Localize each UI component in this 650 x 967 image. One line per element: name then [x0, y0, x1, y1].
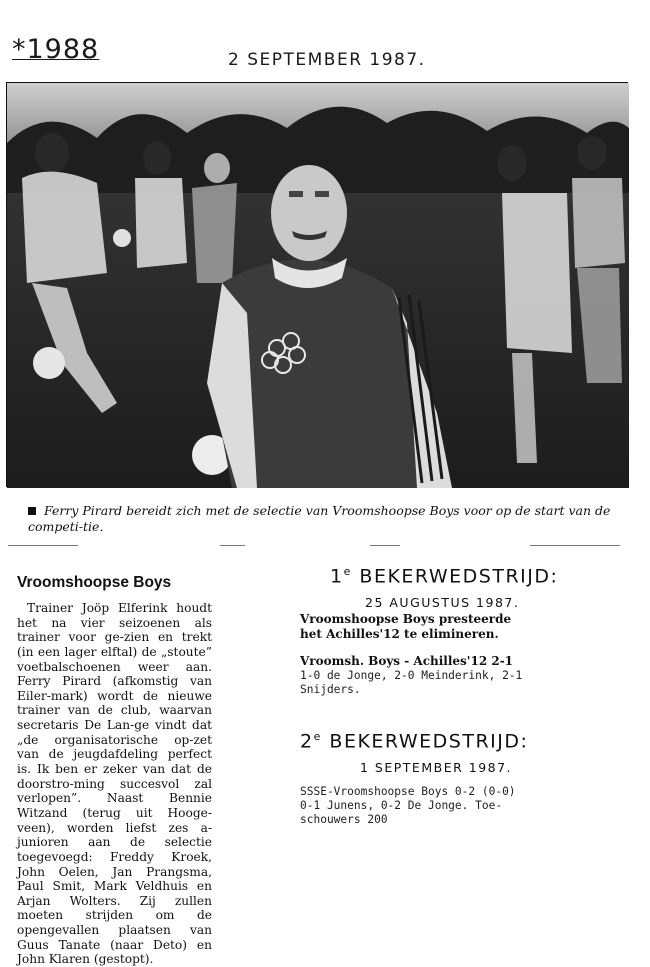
match-1-result: Vroomsh. Boys - Achilles'12 2-1	[300, 654, 514, 669]
team-photo-illustration	[7, 83, 629, 488]
divider	[220, 545, 245, 546]
match-2-block	[300, 730, 630, 827]
match-1-note-line-2: het Achilles'12 te elimineren.	[300, 627, 499, 642]
divider	[370, 545, 400, 546]
archive-reference: *1988	[12, 34, 100, 65]
team-photo	[6, 82, 628, 487]
caption-text: Ferry Pirard bereidt zich met de selectie van Vroomshoopse Boys voor op de start van de competi-tie.	[28, 503, 611, 534]
publication-date: 2 SEPTEMBER 1987.	[228, 50, 426, 70]
match-2-goals: 0-1 Junens, 0-2 De Jonge. Toe-schouwers 200	[300, 799, 503, 827]
match-1-block	[300, 565, 630, 697]
match-2-date: 1 SEPTEMBER 1987.	[360, 760, 513, 776]
article-body	[17, 601, 212, 967]
divider	[8, 545, 78, 546]
divider	[530, 545, 620, 546]
article-text: Trainer Joöp Elferink houdt het na vier seizoenen als trainer voor ge-zien en trekt (in een lager elftal) de „stoute” voetbalschoenen weer aan. Ferry Pirard (afkomstig van Eiler-mark) wordt de nieuwe trainer van de club, waarvan secretaris De Lan-ge vindt dat „de organisatorische op-zet van de jeugdafdeling perfect is. Ik ben er zeker van dat de doorstro-ming succesvol zal verlopen”. Naast Bennie Witzand (terug uit Hooge-veen), worden liefst zes a-junioren aan de selectie toegevoegd: Freddy Kroek, John Oelen, Jan Prangsma, Paul Smit, Mark Veldhuis en Arjan Wolters. Zij zullen moeten strijden om de opengevallen plaatsen van Guus Tanate (naar Deto) en John Klaren (gestopt).	[17, 601, 212, 967]
match-2-heading: 2e BEKERWEDSTRIJD:	[300, 730, 529, 753]
match-1-goals: 1-0 de Jonge, 2-0 Meinderink, 2-1 Snijders.	[300, 669, 523, 697]
match-1-date: 25 AUGUSTUS 1987.	[365, 595, 520, 611]
match-1-heading: 1e BEKERWEDSTRIJD:	[330, 565, 559, 588]
article-title: Vroomshoopse Boys	[17, 574, 172, 591]
caption-bullet-icon	[28, 507, 36, 515]
photo-caption	[28, 503, 618, 534]
match-2-result: SSSE-Vroomshoopse Boys 0-2 (0-0)	[300, 785, 516, 799]
match-1-note-line-1: Vroomshoopse Boys presteerde	[300, 612, 512, 627]
